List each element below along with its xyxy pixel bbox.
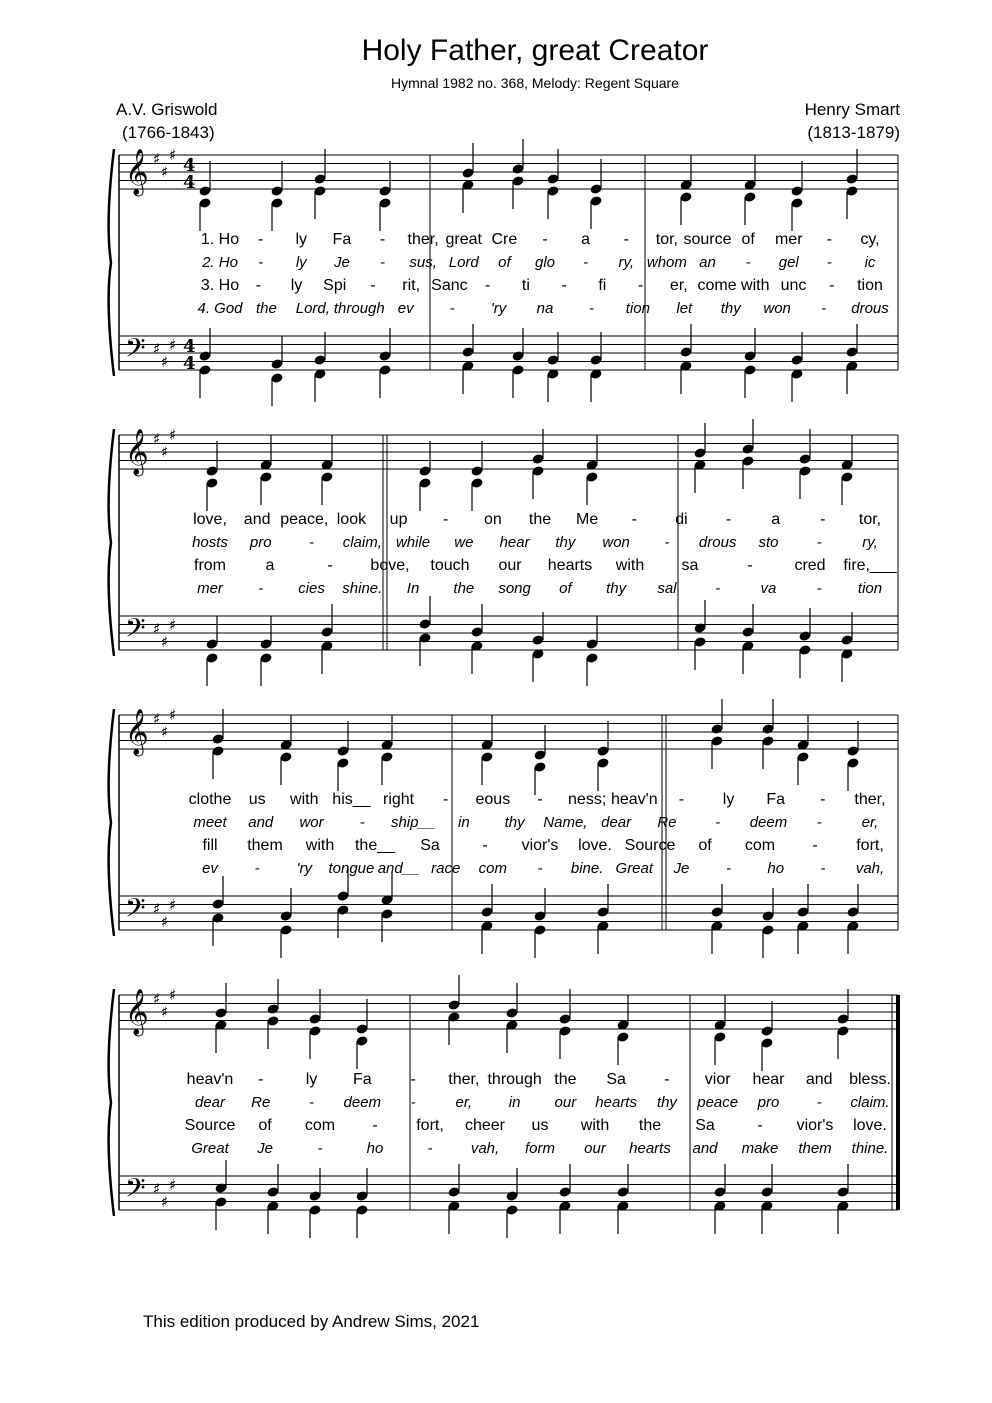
- lyric-syllable: -: [816, 534, 822, 551]
- lyric-syllable: vah,: [855, 860, 885, 877]
- lyric-syllable: Fa: [332, 231, 352, 248]
- lyric-syllable: won: [602, 534, 630, 551]
- lyric-syllable: source: [683, 231, 732, 248]
- lyric-syllable: sa: [681, 557, 699, 574]
- treble-clef-icon: 𝄞: [125, 149, 149, 195]
- author-dates: (1766-1843): [122, 123, 215, 142]
- lyric-syllable: ev: [397, 300, 414, 317]
- lyric-syllable: ev: [202, 860, 218, 877]
- lyric-syllable: meet: [193, 814, 227, 831]
- time-signature-bottom: 4: [183, 172, 196, 193]
- sharp-icon: ♯: [153, 900, 161, 918]
- lyric-syllable: the: [255, 300, 277, 317]
- lyric-syllable: in: [458, 814, 470, 831]
- lyric-syllable: mer: [774, 231, 803, 248]
- lyric-syllable: -: [664, 534, 670, 551]
- sharp-icon: ♯: [161, 1193, 169, 1211]
- lyric-syllable: love.: [578, 837, 612, 854]
- lyric-syllable: -: [327, 557, 333, 574]
- bass-clef-icon: 𝄢: [125, 1172, 146, 1210]
- lyric-syllable: 3. Ho: [200, 277, 240, 294]
- lyric-syllable: fi: [598, 277, 607, 294]
- lyric-syllable: dear: [194, 1094, 226, 1111]
- time-signature-top: 4: [183, 336, 196, 357]
- lyric-syllable: Cre: [491, 231, 518, 248]
- lyric-syllable: di: [675, 511, 688, 528]
- lyric-syllable: -: [816, 580, 822, 597]
- lyric-syllable: drous: [851, 300, 889, 317]
- lyric-syllable: unc: [780, 277, 807, 294]
- lyric-syllable: whom: [646, 254, 687, 271]
- lyric-syllable: -: [257, 231, 264, 248]
- lyric-syllable: -: [309, 534, 315, 551]
- lyric-syllable: -: [757, 1117, 763, 1134]
- lyric-syllable: -: [380, 254, 385, 271]
- lyric-syllable: our: [584, 1140, 606, 1157]
- lyric-syllable: Re: [657, 814, 677, 831]
- system-brace: [109, 709, 114, 936]
- lyric-syllable: hosts: [192, 534, 228, 551]
- lyric-syllable: the__: [354, 837, 396, 854]
- lyric-syllable: Je: [333, 254, 350, 271]
- lyric-syllable: with: [305, 837, 335, 854]
- lyric-syllable: -: [537, 791, 543, 808]
- lyric-syllable: Je: [257, 1140, 273, 1157]
- lyric-syllable: tor,: [858, 511, 882, 528]
- time-signature-bottom: 4: [183, 353, 196, 374]
- bass-clef-icon: 𝄢: [125, 612, 146, 650]
- lyric-syllable: -: [449, 300, 455, 317]
- lyric-syllable: claim.: [850, 1094, 890, 1111]
- composer-dates: (1813-1879): [807, 123, 900, 142]
- lyric-syllable: -: [664, 1071, 670, 1088]
- lyric-syllable: -: [829, 277, 835, 294]
- lyric-syllable: -: [427, 1140, 433, 1157]
- lyric-syllable: -: [372, 1117, 378, 1134]
- sharp-icon: ♯: [153, 990, 161, 1008]
- lyric-syllable: deem: [343, 1094, 382, 1111]
- lyric-syllable: touch: [430, 557, 470, 574]
- lyric-syllable: tion: [857, 277, 883, 294]
- treble-clef-icon: 𝄞: [125, 429, 149, 475]
- lyric-syllable: va: [760, 580, 777, 597]
- sharp-icon: ♯: [161, 913, 169, 931]
- lyric-syllable: while: [395, 534, 431, 551]
- lyric-syllable: and__: [377, 860, 420, 877]
- lyric-syllable: fort,: [856, 837, 884, 854]
- lyric-syllable: -: [370, 277, 376, 294]
- lyric-syllable: com: [478, 860, 508, 877]
- sharp-icon: ♯: [169, 706, 177, 724]
- lyric-syllable: hearts: [629, 1140, 671, 1157]
- lyric-syllable: and: [805, 1071, 833, 1088]
- lyric-syllable: na: [536, 300, 554, 317]
- lyric-syllable: vior: [704, 1071, 731, 1088]
- lyric-syllable: Sanc: [431, 277, 468, 294]
- sharp-icon: ♯: [161, 163, 169, 181]
- lyric-syllable: -: [484, 277, 491, 294]
- lyric-syllable: bless.: [849, 1071, 891, 1088]
- lyric-syllable: deem: [749, 814, 788, 831]
- lyric-syllable: through: [333, 300, 385, 317]
- lyric-syllable: -: [631, 511, 637, 528]
- lyric-syllable: thy: [606, 580, 627, 597]
- lyric-syllable: vior's: [796, 1117, 834, 1134]
- lyric-syllable: of: [741, 231, 755, 248]
- lyric-syllable: Re: [251, 1094, 271, 1111]
- lyric-syllable: -: [359, 814, 365, 831]
- sharp-icon: ♯: [161, 633, 169, 651]
- lyric-syllable: tor,: [655, 231, 678, 248]
- lyric-syllable: ry,: [862, 534, 878, 551]
- lyric-syllable: Lord: [448, 254, 479, 271]
- lyric-syllable: and: [243, 511, 271, 528]
- lyric-syllable: ther,: [407, 231, 439, 248]
- lyric-syllable: ly: [290, 277, 303, 294]
- lyric-syllable: the: [528, 511, 552, 528]
- lyric-syllable: rit,: [402, 277, 421, 294]
- lyric-syllable: cheer: [464, 1117, 506, 1134]
- lyric-syllable: -: [258, 580, 264, 597]
- lyric-syllable: Name,: [543, 814, 588, 831]
- sharp-icon: ♯: [153, 340, 161, 358]
- lyric-syllable: race: [431, 860, 461, 877]
- lyric-syllable: -: [637, 277, 644, 294]
- lyric-syllable: sal: [657, 580, 677, 597]
- lyric-syllable: our: [554, 1094, 577, 1111]
- lyric-syllable: com: [744, 837, 776, 854]
- lyric-syllable: -: [826, 254, 832, 271]
- lyric-syllable: tion: [625, 300, 650, 317]
- lyric-syllable: gel: [778, 254, 799, 271]
- lyric-syllable: -: [726, 860, 732, 877]
- lyric-syllable: an: [699, 254, 716, 271]
- lyric-syllable: fort,: [416, 1117, 444, 1134]
- lyric-syllable: -: [258, 1071, 264, 1088]
- lyric-syllable: thy: [656, 1094, 677, 1111]
- lyric-syllable: vior's: [521, 837, 559, 854]
- lyric-syllable: shine.: [342, 580, 383, 597]
- lyric-syllable: bine.: [570, 860, 604, 877]
- lyric-syllable: his__: [332, 791, 371, 808]
- lyric-syllable: Fa: [352, 1071, 372, 1088]
- lyric-syllable: love,: [193, 511, 227, 528]
- lyric-syllable: with: [615, 557, 645, 574]
- lyric-syllable: 'ry: [490, 300, 507, 317]
- lyric-syllable: the: [638, 1117, 662, 1134]
- lyric-syllable: with: [741, 277, 770, 294]
- lyric-syllable: vah,: [470, 1140, 500, 1157]
- sharp-icon: ♯: [153, 620, 161, 638]
- lyric-syllable: -: [379, 231, 386, 248]
- lyric-syllable: dear: [601, 814, 632, 831]
- lyric-syllable: glo: [534, 254, 556, 271]
- lyric-syllable: -: [410, 1071, 416, 1088]
- lyric-syllable: -: [623, 231, 629, 248]
- lyric-syllable: with: [580, 1117, 610, 1134]
- lyric-syllable: of: [698, 837, 712, 854]
- lyric-syllable: -: [309, 1094, 315, 1111]
- lyric-syllable: -: [715, 580, 721, 597]
- lyric-syllable: 1. Ho: [200, 231, 240, 248]
- lyric-syllable: In: [406, 580, 420, 597]
- lyric-syllable: tion: [857, 580, 883, 597]
- lyric-syllable: -: [254, 860, 260, 877]
- sharp-icon: ♯: [169, 336, 177, 354]
- sharp-icon: ♯: [153, 1180, 161, 1198]
- lyric-syllable: Spi: [323, 277, 347, 294]
- lyric-syllable: -: [821, 300, 827, 317]
- edition-credit: This edition produced by Andrew Sims, 2021: [143, 1312, 480, 1331]
- lyric-syllable: Source: [624, 837, 676, 854]
- lyric-syllable: heav'n: [610, 791, 658, 808]
- lyric-syllable: thine.: [851, 1140, 889, 1157]
- lyric-syllable: in: [508, 1094, 521, 1111]
- lyric-syllable: clothe: [188, 791, 232, 808]
- lyric-syllable: -: [542, 231, 548, 248]
- lyric-syllable: Me: [576, 511, 599, 528]
- lyric-syllable: -: [820, 511, 826, 528]
- lyric-syllable: -: [537, 860, 543, 877]
- lyric-syllable: hearts: [547, 557, 593, 574]
- lyric-syllable: -: [747, 557, 753, 574]
- lyric-syllable: er,: [669, 277, 688, 294]
- lyric-syllable: 2. Ho: [202, 254, 238, 271]
- lyric-syllable: ho: [767, 860, 785, 877]
- lyric-syllable: cy,: [860, 231, 880, 248]
- lyric-syllable: on: [483, 511, 502, 528]
- lyric-syllable: and: [248, 814, 274, 831]
- lyric-syllable: look: [336, 511, 367, 528]
- lyric-syllable: thy: [720, 300, 741, 317]
- lyric-syllable: sus,: [409, 254, 437, 271]
- lyric-syllable: -: [317, 1140, 323, 1157]
- lyric-syllable: ness;: [568, 791, 607, 808]
- lyric-syllable: a: [581, 231, 591, 248]
- lyric-syllable: Je: [673, 860, 690, 877]
- lyric-syllable: of: [258, 1117, 272, 1134]
- lyric-syllable: great: [445, 231, 482, 248]
- lyric-syllable: of: [498, 254, 511, 271]
- lyric-syllable: drous: [698, 534, 737, 551]
- lyric-syllable: mer: [197, 580, 223, 597]
- sharp-icon: ♯: [153, 150, 161, 168]
- lyric-syllable: -: [443, 791, 449, 808]
- lyric-syllable: ho: [366, 1140, 384, 1157]
- lyric-syllable: of: [559, 580, 572, 597]
- lyric-syllable: peace: [697, 1094, 739, 1111]
- lyric-syllable: make: [741, 1140, 779, 1157]
- lyric-syllable: love.: [853, 1117, 887, 1134]
- sharp-icon: ♯: [169, 146, 177, 164]
- lyric-syllable: ic: [864, 254, 876, 271]
- lyric-syllable: cies: [298, 580, 325, 597]
- lyric-syllable: -: [816, 814, 822, 831]
- lyric-syllable: Source: [184, 1117, 236, 1134]
- lyric-syllable: -: [583, 254, 589, 271]
- system-brace: [109, 149, 114, 376]
- lyric-syllable: pro: [249, 534, 272, 551]
- lyric-syllable: let: [676, 300, 693, 317]
- treble-clef-icon: 𝄞: [125, 709, 149, 755]
- lyric-syllable: through: [487, 1071, 542, 1088]
- lyric-syllable: heav'n: [186, 1071, 234, 1088]
- sharp-icon: ♯: [169, 616, 177, 634]
- sharp-icon: ♯: [169, 896, 177, 914]
- lyric-syllable: tongue: [328, 860, 375, 877]
- lyric-syllable: them: [798, 1140, 832, 1157]
- lyric-syllable: ship__: [390, 814, 436, 831]
- lyric-syllable: -: [816, 1094, 822, 1111]
- lyric-syllable: claim,: [342, 534, 382, 551]
- lyric-syllable: come: [697, 277, 737, 294]
- lyric-syllable: -: [715, 814, 721, 831]
- sharp-icon: ♯: [153, 430, 161, 448]
- lyric-syllable: ly: [295, 254, 307, 271]
- lyric-syllable: -: [482, 837, 488, 854]
- composer-name: Henry Smart: [804, 100, 900, 119]
- sharp-icon: ♯: [161, 1003, 169, 1021]
- lyric-syllable: -: [812, 837, 818, 854]
- system-brace: [109, 429, 114, 656]
- sharp-icon: ♯: [161, 723, 169, 741]
- lyric-syllable: we: [454, 534, 474, 551]
- lyric-syllable: hearts: [595, 1094, 637, 1111]
- hymn-subtitle: Hymnal 1982 no. 368, Melody: Regent Square: [391, 75, 679, 91]
- sharp-icon: ♯: [153, 710, 161, 728]
- lyric-syllable: us: [248, 791, 266, 808]
- lyric-syllable: right: [383, 791, 415, 808]
- lyric-syllable: ther,: [854, 791, 886, 808]
- lyric-syllable: thy: [504, 814, 525, 831]
- time-signature-top: 4: [183, 155, 196, 176]
- lyric-syllable: our: [498, 557, 522, 574]
- bass-clef-icon: 𝄢: [125, 332, 146, 370]
- lyric-syllable: them: [247, 837, 283, 854]
- lyric-syllable: from: [194, 557, 226, 574]
- lyric-syllable: Lord,: [295, 300, 330, 317]
- lyric-syllable: wor: [299, 814, 324, 831]
- lyric-syllable: 'ry: [296, 860, 312, 877]
- lyric-syllable: 4. God: [197, 300, 243, 317]
- lyric-syllable: -: [255, 277, 261, 294]
- lyric-syllable: ti: [521, 277, 530, 294]
- lyric-syllable: -: [745, 254, 751, 271]
- lyric-syllable: with: [290, 791, 319, 808]
- lyric-syllable: ther,: [448, 1071, 480, 1088]
- lyric-syllable: pro: [757, 1094, 780, 1111]
- bass-clef-icon: 𝄢: [125, 892, 146, 930]
- sharp-icon: ♯: [161, 443, 169, 461]
- lyric-syllable: thy: [555, 534, 576, 551]
- lyric-syllable: Great: [191, 1140, 229, 1157]
- lyric-syllable: Sa: [420, 837, 440, 854]
- lyric-syllable: hear: [752, 1071, 785, 1088]
- lyric-syllable: -: [678, 791, 685, 808]
- lyric-syllable: hear: [499, 534, 530, 551]
- lyric-syllable: up: [389, 511, 408, 528]
- lyric-syllable: -: [820, 791, 826, 808]
- lyric-syllable: er,: [861, 814, 879, 831]
- lyric-syllable: fill: [202, 837, 218, 854]
- hymn-title: Holy Father, great Creator: [361, 34, 709, 67]
- lyric-syllable: -: [410, 1094, 416, 1111]
- lyric-syllable: -: [826, 231, 833, 248]
- lyric-syllable: ly: [722, 791, 735, 808]
- lyric-syllable: -: [725, 511, 732, 528]
- author-name: A.V. Griswold: [116, 100, 218, 119]
- lyric-syllable: form: [525, 1140, 555, 1157]
- lyric-syllable: the: [453, 580, 475, 597]
- lyric-syllable: -: [820, 860, 826, 877]
- sharp-icon: ♯: [169, 426, 177, 444]
- sharp-icon: ♯: [161, 353, 169, 371]
- lyric-syllable: Fa: [766, 791, 786, 808]
- lyric-syllable: the: [554, 1071, 577, 1088]
- lyric-syllable: -: [588, 300, 594, 317]
- lyric-syllable: -: [561, 277, 567, 294]
- lyric-syllable: ly: [305, 1071, 318, 1088]
- lyric-syllable: ry,: [618, 254, 635, 271]
- lyric-syllable: er,: [455, 1094, 473, 1111]
- lyric-syllable: bove,: [370, 557, 410, 574]
- lyric-syllable: cred: [794, 557, 826, 574]
- lyric-syllable: -: [258, 254, 264, 271]
- lyric-syllable: a: [265, 557, 275, 574]
- treble-clef-icon: 𝄞: [125, 989, 149, 1035]
- lyric-syllable: com: [304, 1117, 336, 1134]
- lyric-syllable: us: [531, 1117, 549, 1134]
- lyric-syllable: sto: [758, 534, 779, 551]
- lyric-syllable: Sa: [606, 1071, 626, 1088]
- lyric-syllable: and: [692, 1140, 718, 1157]
- system-brace: [109, 989, 114, 1216]
- sharp-icon: ♯: [169, 1176, 177, 1194]
- lyric-syllable: a: [771, 511, 781, 528]
- lyric-syllable: peace,: [280, 511, 329, 528]
- lyric-syllable: won: [763, 300, 791, 317]
- lyric-syllable: ly: [295, 231, 308, 248]
- lyric-syllable: Great: [615, 860, 654, 877]
- sharp-icon: ♯: [169, 986, 177, 1004]
- lyric-syllable: -: [443, 511, 449, 528]
- lyric-syllable: eous: [475, 791, 511, 808]
- lyric-syllable: Sa: [695, 1117, 715, 1134]
- lyric-syllable: song: [498, 580, 531, 597]
- lyric-syllable: fire,___: [843, 557, 897, 574]
